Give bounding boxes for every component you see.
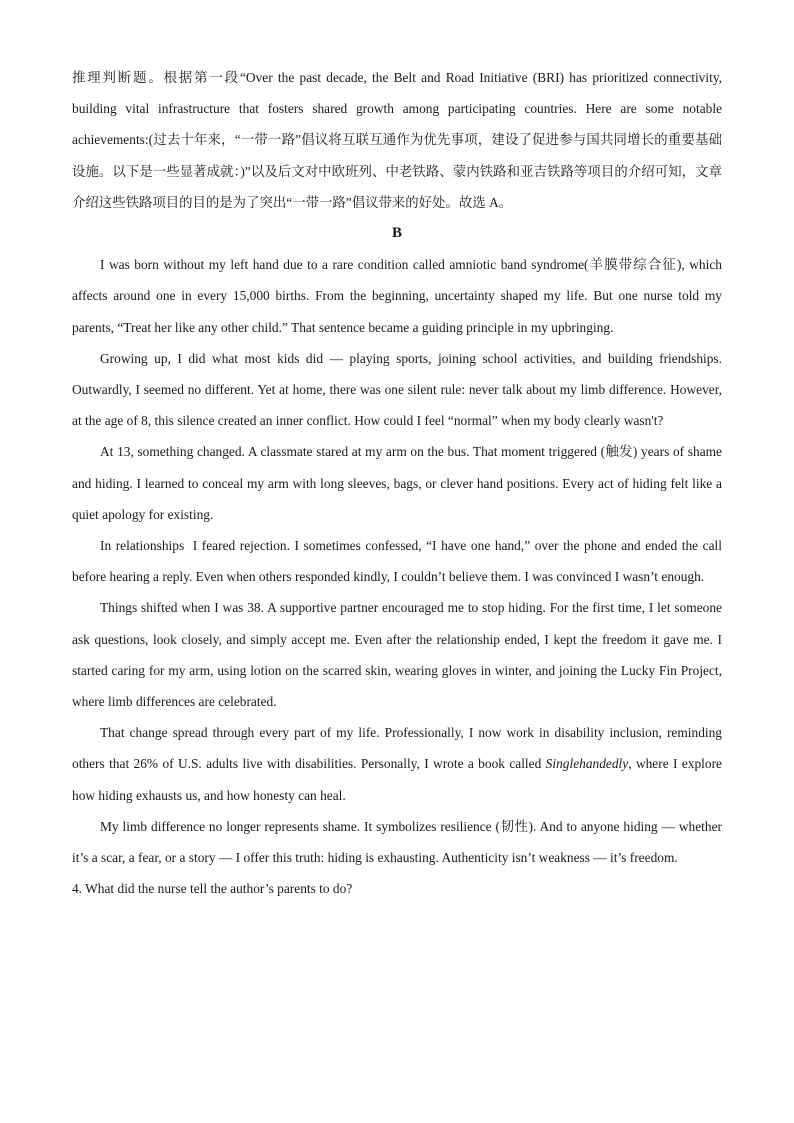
passage-paragraph-6-start: That change spread through every part of my life. Professionally, I now work in disability inclusion, reminding others that 26% of U.S. adults live with disabilities. Personally, I wrote a book called [72, 725, 722, 772]
passage-paragraph-5: Things shifted when I was 38. A supportive partner encouraged me to stop hiding. For the first time, I let someone ask questions, look closely, and simply accept me. Even after the relationship ended, I kept the freedom it gave me. I started caring for my arm, using lotion on the scarred skin, wearing gloves in winter, and joining the Lucky Fin Project, where limb differences are celebrated. [72, 600, 722, 710]
passage-paragraph-3: At 13, something changed. A classmate stared at my arm on the bus. That moment triggered (触发) years of shame and hiding. I learned to conceal my arm with long sleeves, bags, or clever hand positions. Every act of hiding felt like a quiet apology for existing. [72, 444, 722, 522]
passage-paragraph-1: I was born without my left hand due to a rare condition called amniotic band syndrome(羊膜带综合征), which affects around one in every 15,000 births. From the beginning, uncertainty shaped my life. But one nurse told my parents, “Treat her like any other child.” That sentence became a guiding principle in my upbringing. [72, 257, 722, 335]
section-heading: B [391, 225, 402, 242]
answer-explanation: 推理判断题。根据第一段“Over the past decade, the Belt and Road Initiative (BRI) has prioritized connectivity, building vital infrastructure that fosters shared growth among participating countries. Here are some notable achievements:(过去十年来，“一带一路”倡议将互联互通作为优先事项，建设了促进参与国共同增长的重要基础设施。以下是一些显著成就：)”以及后文对中欧班列、中老铁路、蒙内铁路和亚吉铁路等项目的介绍可知，文章介绍这些铁路项目的目的是为了突出“一带一路”倡议带来的好处。故选 A。 [72, 70, 722, 210]
passage-paragraph-7: My limb difference no longer represents shame. It symbolizes resilience (韧性). And to anyone hiding — whether it’s a scar, a fear, or a story — I offer this truth: hiding is exhausting. Authenticity isn’t weakness — it’s freedom. [72, 818, 722, 866]
passage-paragraph-6-rest: , where I explore how hiding exhausts us, and how honesty can heal. [72, 756, 722, 803]
passage-paragraph-4-start: In relationships [100, 538, 185, 554]
passage-paragraph-4-rest: I feared rejection. I sometimes confessed, “I have one hand,” over the phone and ended the call before hearing a reply. Even when others responded kindly, I couldn’t believe them. I was convinced I wasn’t enough. [72, 538, 722, 585]
document-page [72, 62, 722, 904]
question-4: 4. What did the nurse tell the author’s parents to do? [72, 881, 353, 897]
book-title: Singlehandedly [545, 756, 629, 772]
passage-paragraph-6 [72, 717, 722, 811]
passage-paragraph-4 [72, 530, 722, 592]
passage-paragraph-2: Growing up, I did what most kids did — playing sports, joining school activities, and building friendships. Outwardly, I seemed no different. Yet at home, there was one silent rule: never talk about my limb difference. However, at the age of 8, this silence created an inner conflict. How could I feel “normal” when my body clearly wasn't? [72, 350, 722, 429]
